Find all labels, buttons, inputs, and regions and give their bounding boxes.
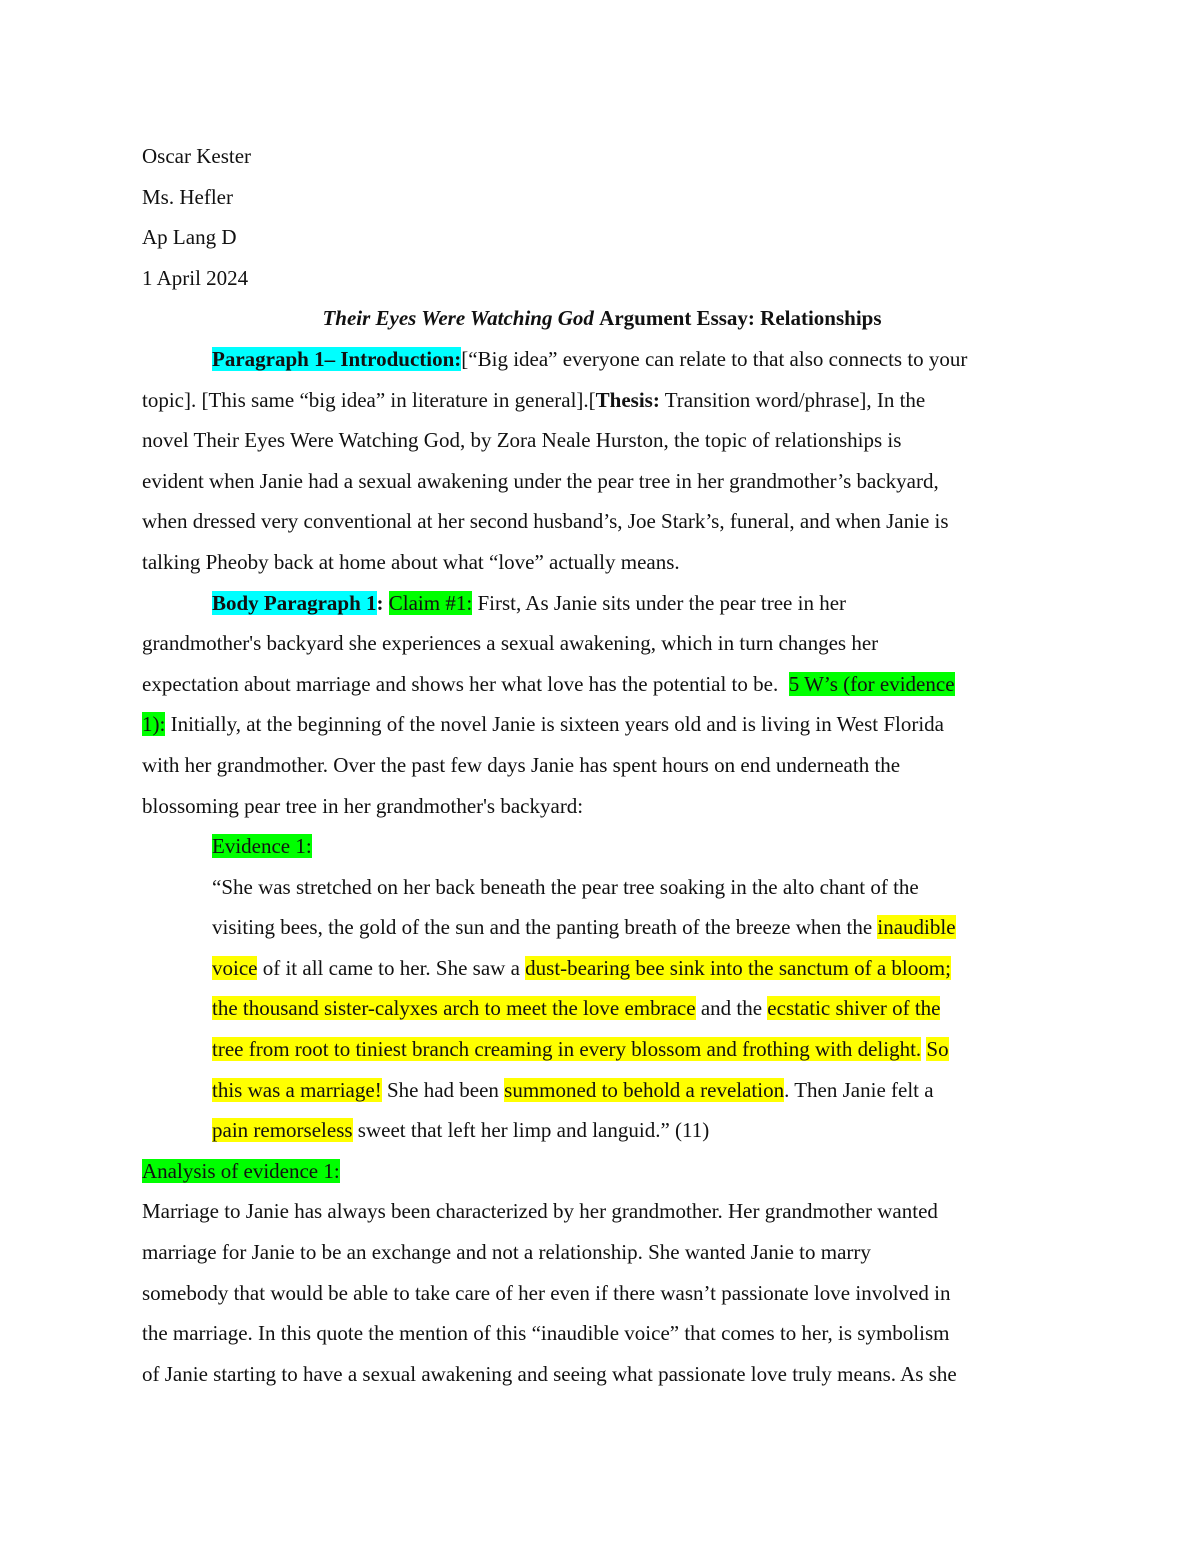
title-rest: Argument Essay: Relationships: [599, 306, 882, 331]
quote-text: She had been: [381, 1077, 505, 1102]
intro-text: Transition word/phrase], In the: [659, 387, 926, 412]
body1-colon: :: [376, 590, 384, 615]
quote-highlight: summoned to behold a revelation: [504, 1077, 785, 1102]
five-ws-label: 5 W’s (for evidence: [788, 671, 955, 696]
analysis-line-5: of Janie starting to have a sexual awakening and seeing what passionate love truly means. As she: [142, 1361, 957, 1386]
quote-highlight: inaudible: [877, 915, 956, 940]
intro-label: Paragraph 1– Introduction:: [212, 346, 462, 371]
quote-highlight: tree from root to tiniest branch creaming in every blossom and frothing with delight.: [212, 1037, 922, 1062]
intro-text: topic]. [This same “big idea” in literature in general].[: [142, 387, 596, 412]
quote-text: . Then Janie felt a: [784, 1077, 934, 1102]
body1-text: expectation about marriage and shows her what love has the potential to be.: [142, 671, 789, 696]
evidence-quote-1: “She was stretched on her back beneath the pear tree soaking in the alto chant of the: [212, 874, 919, 899]
intro-line-4: evident when Janie had a sexual awakening under the pear tree in her grandmother’s backyard,: [142, 468, 939, 493]
quote-text: visiting bees, the gold of the sun and the panting breath of the breeze when the: [212, 915, 878, 940]
evidence-quote-6: [142, 1070, 1062, 1111]
intro-text: [“Big idea” everyone can relate to that also connects to your: [461, 346, 968, 371]
quote-highlight: dust-bearing bee sink into the sanctum of a bloom;: [525, 955, 951, 980]
body1-text: First, As Janie sits under the pear tree in her: [472, 590, 847, 615]
evidence-quote-3: [142, 948, 1062, 989]
intro-line-5: when dressed very conventional at her second husband’s, Joe Stark’s, funeral, and when Janie is: [142, 509, 949, 534]
claim-label: Claim #1:: [388, 590, 473, 615]
evidence-quote-7: [142, 1110, 1062, 1151]
intro-line-3: novel Their Eyes Were Watching God, by Zora Neale Hurston, the topic of relationships is: [142, 428, 902, 453]
body1-line-6: blossoming pear tree in her grandmother's backyard:: [142, 793, 584, 818]
evidence-quote-5: [142, 1029, 1062, 1070]
body1-line-3: [142, 664, 1062, 705]
five-ws-label-cont: 1):: [142, 712, 166, 737]
quote-highlight: the thousand sister-calyxes arch to meet the love embrace: [212, 996, 696, 1021]
thesis-label: Thesis:: [595, 387, 660, 412]
essay-date: 1 April 2024: [142, 265, 249, 290]
quote-highlight: this was a marriage!: [212, 1077, 382, 1102]
quote-highlight: voice: [212, 955, 258, 980]
body1-line-5: with her grandmother. Over the past few days Janie has spent hours on end underneath the: [142, 752, 901, 777]
body1-line-1: [142, 583, 1062, 624]
evidence-label: Evidence 1:: [212, 834, 312, 859]
evidence-line-0: [142, 826, 1062, 867]
quote-highlight: So: [926, 1037, 949, 1062]
body1-label: Body Paragraph 1: [212, 590, 377, 615]
quote-highlight: ecstatic shiver of the: [767, 996, 941, 1021]
quote-text: of it all came to her. She saw a: [257, 955, 526, 980]
body1-text: Initially, at the beginning of the novel Janie is sixteen years old and is living in West Florida: [165, 712, 944, 737]
essay-body: [142, 136, 1062, 1394]
analysis-line-3: somebody that would be able to take care of her even if there wasn’t passionate love involved in: [142, 1280, 951, 1305]
body1-line-4: [142, 704, 1062, 745]
intro-line-1: [142, 339, 1062, 380]
evidence-quote-4: [142, 988, 1062, 1029]
body1-line-2: grandmother's backyard she experiences a sexual awakening, which in turn changes her: [142, 631, 879, 656]
course-name: Ap Lang D: [142, 225, 237, 250]
analysis-line-1: Marriage to Janie has always been characterized by her grandmother. Her grandmother wanted: [142, 1199, 938, 1224]
quote-text: and the: [695, 996, 768, 1021]
analysis-line-2: marriage for Janie to be an exchange and not a relationship. She wanted Janie to marry: [142, 1240, 871, 1265]
intro-line-6: talking Pheoby back at home about what “love” actually means.: [142, 549, 680, 574]
teacher-name: Ms. Hefler: [142, 184, 233, 209]
quote-highlight: pain remorseless: [212, 1118, 353, 1143]
essay-title: [142, 298, 1062, 339]
evidence-quote-2: [142, 907, 1062, 948]
quote-text: sweet that left her limp and languid.” (11): [352, 1118, 710, 1143]
analysis-line-4: the marriage. In this quote the mention of this “inaudible voice” that comes to her, is symbolism: [142, 1321, 950, 1346]
analysis-label: Analysis of evidence 1:: [142, 1158, 340, 1183]
analysis-line-0: [142, 1151, 1062, 1192]
intro-line-2: [142, 380, 1062, 421]
student-name: Oscar Kester: [142, 144, 252, 168]
book-title: Their Eyes Were Watching God: [322, 306, 594, 331]
